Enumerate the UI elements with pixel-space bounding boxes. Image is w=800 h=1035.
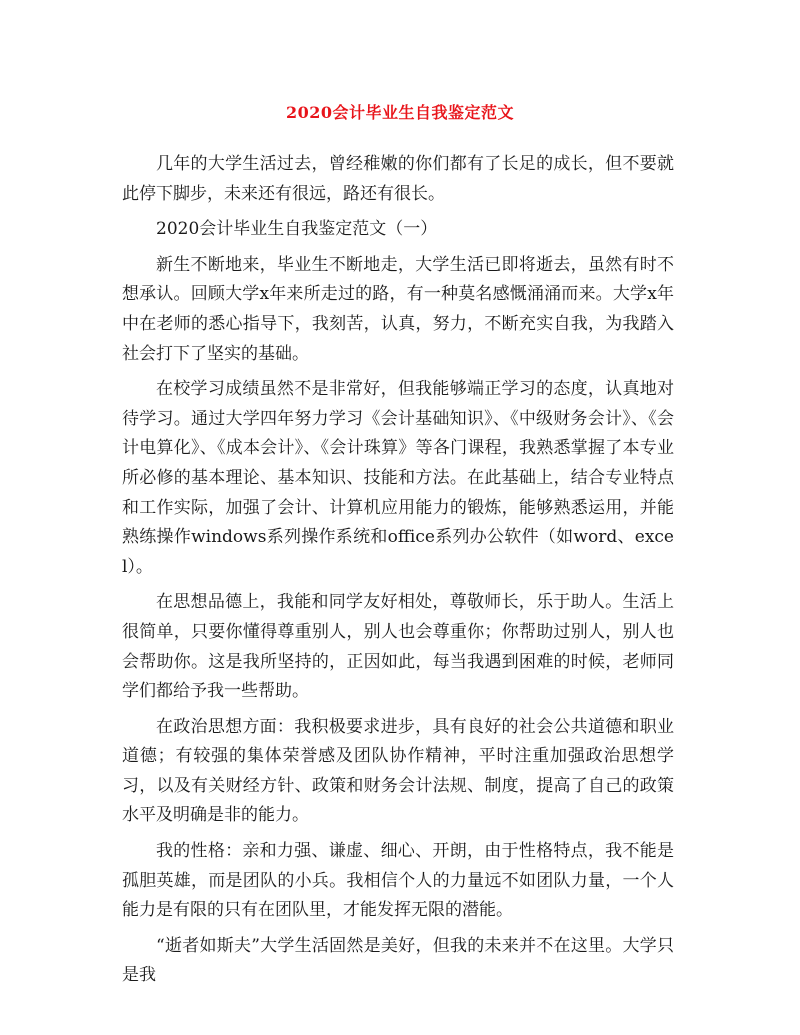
paragraph-review: 新生不断地来，毕业生不断地走，大学生活已即将逝去，虽然有时不想承认。回顾大学x年来所走过的路，有一种莫名感慨涌涌而来。大学x年中在老师的悉心指导下，我刻苦，认真，努力，不断充实自我，为我踏入社会打下了坚实的基础。: [122, 254, 674, 364]
paragraph-personality: 我的性格：亲和力强、谦虚、细心、开朗，由于性格特点，我不能是孤胆英雄，而是团队的小兵。我相信个人的力量远不如团队力量，一个人能力是有限的只有在团队里，才能发挥无限的潜能。: [122, 841, 674, 921]
paragraph-closing: “逝者如斯夫”大学生活固然是美好，但我的未来并不在这里。大学只是我: [122, 935, 674, 986]
document-body: [122, 150, 674, 997]
paragraph-study: 在校学习成绩虽然不是非常好，但我能够端正学习的态度，认真地对待学习。通过大学四年努力学习《会计基础知识》、《中级财务会计》、《会计电算化》、《成本会计》、《会计珠算》等各门课程，我熟悉掌握了本专业所必修的基本理论、基本知识、技能和方法。在此基础上，结合专业特点和工作实际，加强了会计、计算机应用能力的锻炼，能够熟悉运用，并能熟练操作windows系列操作系统和office系列办公软件（如word、excel）。: [122, 379, 674, 577]
paragraph-intro: 几年的大学生活过去，曾经稚嫩的你们都有了长足的成长，但不要就此停下脚步，未来还有很远，路还有很长。: [122, 154, 674, 204]
document-title: 2020会计毕业生自我鉴定范文: [285, 103, 515, 122]
paragraph-politics: 在政治思想方面：我积极要求进步，具有良好的社会公共道德和职业道德；有较强的集体荣誉感及团队协作精神，平时注重加强政治思想学习，以及有关财经方针、政策和财务会计法规、制度，提高了自己的政策水平及明确是非的能力。: [122, 716, 674, 826]
paragraph-morality: 在思想品德上，我能和同学友好相处，尊敬师长，乐于助人。生活上很简单，只要你懂得尊重别人，别人也会尊重你；你帮助过别人，别人也会帮助你。这是我所坚持的，正因如此，每当我遇到困难的时候，老师同学们都给予我一些帮助。: [122, 592, 674, 702]
section-heading: 2020会计毕业生自我鉴定范文（一）: [156, 219, 438, 240]
